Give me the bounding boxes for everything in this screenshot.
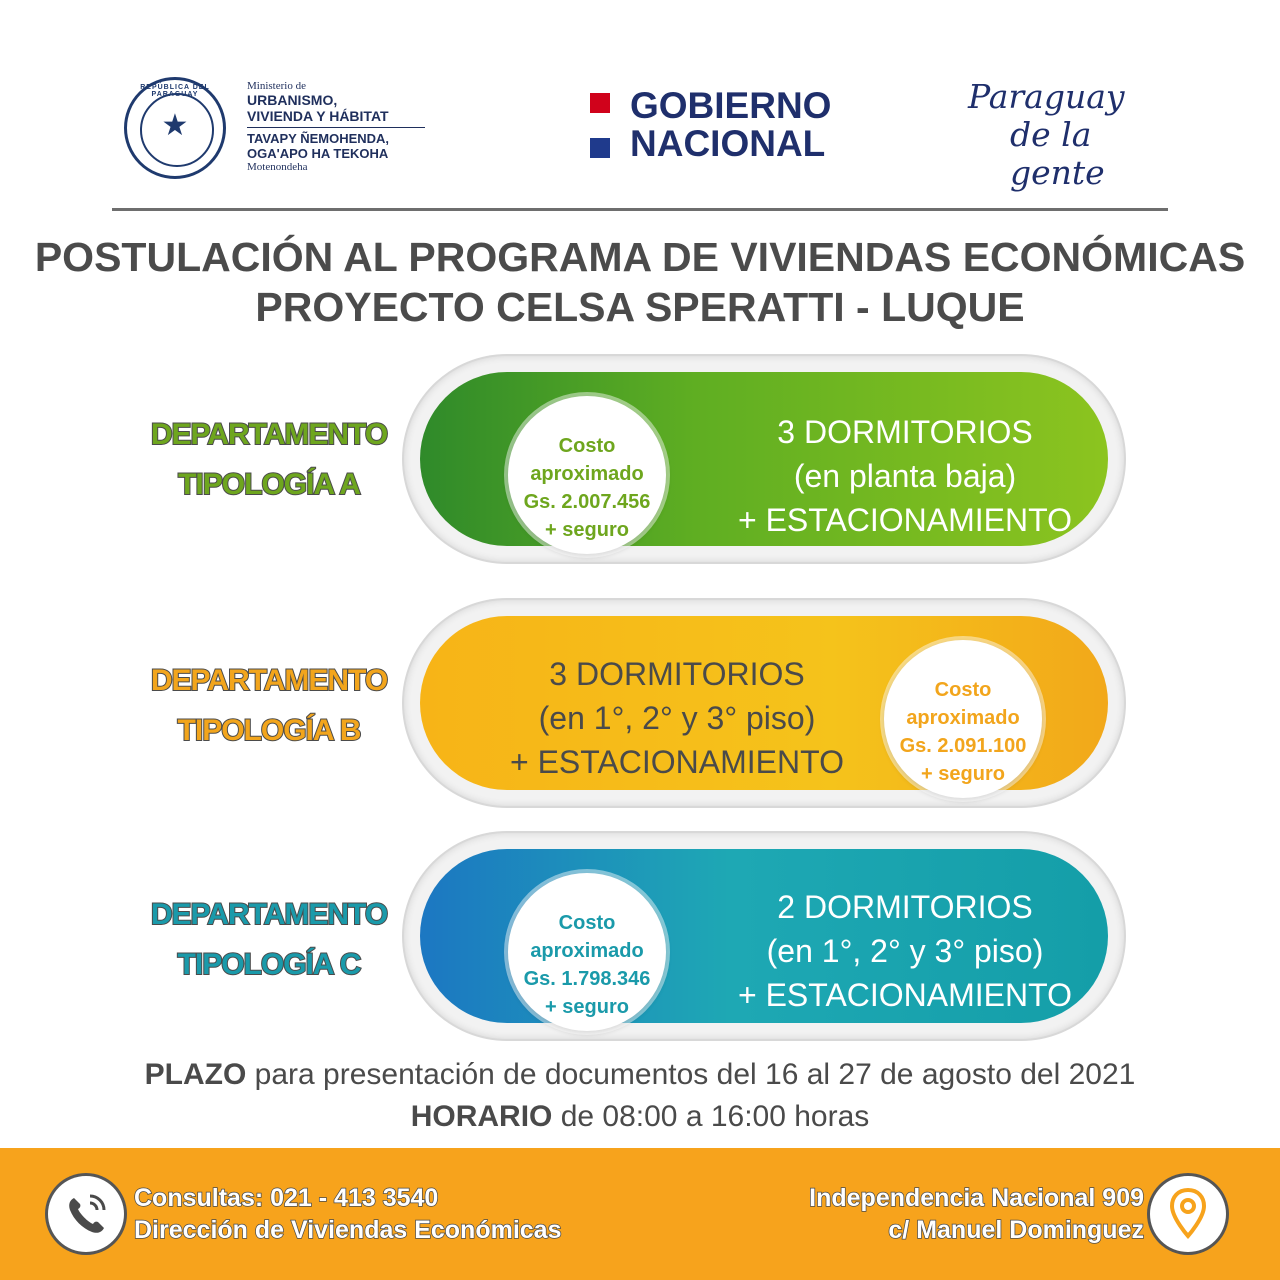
dept-label-c xyxy=(124,890,414,990)
schedule-line xyxy=(0,1096,1280,1138)
ministry-divider xyxy=(247,127,425,128)
deadline-line xyxy=(0,1054,1280,1096)
desc-a-line2: (en planta baja) xyxy=(793,458,1017,494)
desc-a-line1: 3 DORMITORIOS xyxy=(777,414,1033,450)
dept-label-a xyxy=(124,410,414,510)
dept-b-line2: TIPOLOGÍA B xyxy=(177,714,361,747)
cost-c-label: Costo xyxy=(558,912,616,934)
desc-a-line3: + ESTACIONAMIENTO xyxy=(738,502,1072,538)
cost-a-amount: Gs. 2.007.456 xyxy=(523,491,651,513)
ministry-small-bottom: Motenondeha xyxy=(247,161,308,173)
typology-c-card xyxy=(404,833,1124,1039)
phone-number: Consultas: 021 - 413 3540 xyxy=(134,1184,439,1212)
typology-b-pill xyxy=(420,616,1108,790)
desc-c-line1: 2 DORMITORIOS xyxy=(777,889,1033,925)
phone-icon-svg xyxy=(48,1176,124,1252)
typology-b-description xyxy=(462,652,892,784)
cost-bubble-b xyxy=(884,640,1042,798)
title-line1: POSTULACIÓN AL PROGRAMA DE VIVIENDAS ECONÓMICAS xyxy=(34,234,1246,280)
deadline-info xyxy=(0,1054,1280,1138)
header-divider xyxy=(112,208,1168,211)
paraguay-line2: de la gente xyxy=(1010,115,1105,192)
horario-label: HORARIO xyxy=(410,1100,553,1133)
ministry-line3: TAVAPY ÑEMOHENDA, xyxy=(247,131,390,146)
dept-c-line2: TIPOLOGÍA C xyxy=(177,948,361,981)
cost-c-amount: Gs. 1.798.346 xyxy=(523,968,651,990)
desc-b-line2: (en 1°, 2° y 3° piso) xyxy=(538,700,816,736)
cost-b-label: Costo xyxy=(934,679,992,701)
ministry-line4: OGA'APO HA TEKOHA xyxy=(247,146,389,161)
gobierno-line1: GOBIERNO xyxy=(630,85,832,126)
seal-text: REPÚBLICA DEL PARAGUAY xyxy=(140,84,210,98)
paraguay-line1: Paraguay xyxy=(968,77,1125,116)
plazo-text: para presentación de documentos del 16 al 27 de agosto del 2021 xyxy=(246,1058,1136,1091)
location-pin-icon xyxy=(1150,1176,1226,1252)
desc-c-line3: + ESTACIONAMIENTO xyxy=(738,977,1072,1013)
cost-a-insurance: + seguro xyxy=(545,519,629,541)
gobierno-nacional-text xyxy=(630,87,831,163)
typology-a-description xyxy=(690,410,1120,542)
ministry-logo xyxy=(247,80,432,173)
dept-c-line1: DEPARTAMENTO xyxy=(150,898,388,931)
title-line2: PROYECTO CELSA SPERATTI - LUQUE xyxy=(255,284,1025,330)
footer-bar xyxy=(0,1148,1280,1280)
star-icon: ★ xyxy=(161,109,189,142)
cost-b-amount: Gs. 2.091.100 xyxy=(899,735,1027,757)
cost-a-label: Costo xyxy=(558,435,616,457)
ministry-small-top: Ministerio de xyxy=(247,80,306,92)
desc-b-line3: + ESTACIONAMIENTO xyxy=(510,744,844,780)
cost-c-label2: aproximado xyxy=(530,940,644,962)
republic-seal-logo xyxy=(124,77,226,179)
ministry-line1: URBANISMO, xyxy=(247,92,338,108)
plazo-label: PLAZO xyxy=(144,1058,247,1091)
typology-c-description xyxy=(690,885,1120,1017)
cost-bubble-c xyxy=(508,873,666,1031)
address-line1: Independencia Nacional 909 xyxy=(809,1184,1144,1212)
dept-b-line1: DEPARTAMENTO xyxy=(150,664,388,697)
cost-a-label2: aproximado xyxy=(530,463,644,485)
page-title xyxy=(0,232,1280,332)
phone-icon xyxy=(48,1176,124,1252)
ministry-line2: VIVIENDA Y HÁBITAT xyxy=(247,108,389,124)
cost-bubble-a xyxy=(508,396,666,554)
cost-c-insurance: + seguro xyxy=(545,996,629,1018)
location-pin-icon-svg xyxy=(1150,1176,1226,1252)
address-line2: c/ Manuel Dominguez xyxy=(888,1216,1144,1244)
paraguay-de-la-gente-logo xyxy=(968,78,1178,192)
desc-c-line2: (en 1°, 2° y 3° piso) xyxy=(766,933,1044,969)
cost-b-insurance: + seguro xyxy=(921,763,1005,785)
cost-b-label2: aproximado xyxy=(906,707,1020,729)
typology-b-card xyxy=(404,600,1124,806)
gobierno-line2: NACIONAL xyxy=(630,123,826,164)
dept-a-line2: TIPOLOGÍA A xyxy=(178,468,360,501)
address-info xyxy=(809,1182,1144,1246)
dept-a-line1: DEPARTAMENTO xyxy=(150,418,388,451)
typology-c-pill xyxy=(420,849,1108,1023)
red-square-icon xyxy=(590,93,610,113)
typology-a-pill xyxy=(420,372,1108,546)
department-name: Dirección de Viviendas Económicas xyxy=(134,1216,562,1244)
desc-b-line1: 3 DORMITORIOS xyxy=(549,656,805,692)
horario-text: de 08:00 a 16:00 horas xyxy=(552,1100,870,1133)
typology-a-card xyxy=(404,356,1124,562)
dept-label-b xyxy=(124,656,414,756)
contact-info xyxy=(134,1182,562,1246)
blue-square-icon xyxy=(590,138,610,158)
